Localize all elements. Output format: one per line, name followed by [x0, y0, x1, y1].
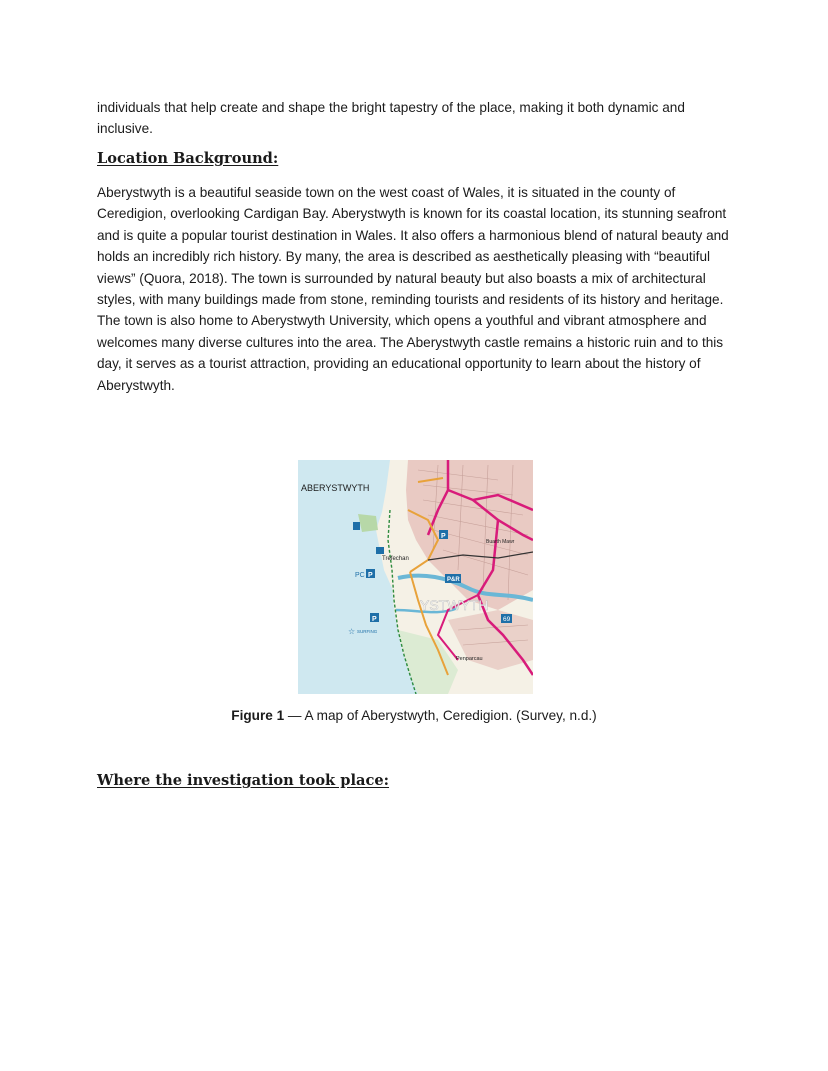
- figure-caption-text: — A map of Aberystwyth, Ceredigion. (Survey, n.d.): [284, 708, 597, 723]
- town-overlay-label: YSTWYTH: [420, 597, 489, 613]
- buarth-mawr-label: Buarth Mawr: [486, 539, 515, 545]
- surfing-label: SURFING: [357, 629, 378, 634]
- parking-label-2: P: [441, 533, 446, 540]
- figure-caption: [0, 708, 828, 723]
- investigation-location-heading: Where the investigation took place:: [97, 772, 390, 789]
- parking-label-1: P: [368, 572, 373, 579]
- location-background-heading: Location Background:: [97, 150, 279, 167]
- penparcau-label: Penparcau: [456, 656, 483, 662]
- pc-label: PC: [355, 572, 365, 579]
- town-label: ABERYSTWYTH: [301, 483, 370, 493]
- figure-caption-label: Figure 1: [231, 708, 285, 723]
- intro-paragraph: individuals that help create and shape the bright tapestry of the place, making it both dynamic and inclusive.: [97, 100, 685, 137]
- castle-icon: [353, 522, 360, 530]
- trefechan-label: Trefechan: [382, 556, 409, 562]
- information-icon: [376, 547, 384, 554]
- location-background-paragraph: Aberystwyth is a beautiful seaside town on the west coast of Wales, it is situated in the county of Ceredigion, overlooking Cardigan Bay. Aberystwyth is known for its coastal location, its stunning seafront and is quite a popular tourist destination in Wales. It also offers a harmonious blend of natural beauty and holds an incredibly rich history. By many, the area is described as aesthetically pleasing with “beautiful views” (Quora, 2018). The town is surrounded by natural beauty but also boasts a mix of architectural styles, with many buildings made from stone, reminding tourists and residents of its history and heritage. The town is also home to Aberystwyth University, which opens a youthful and vibrant atmosphere and welcomes many diverse cultures into the area. The Aberystwyth castle remains a historic ruin and to this day, it serves as a tourist attraction, providing an educational opportunity to learn about the history of Aberystwyth.: [97, 185, 729, 393]
- park-and-ride-label: P&R: [447, 577, 460, 583]
- aberystwyth-map: [298, 460, 533, 694]
- star-icon: ☆: [348, 627, 356, 636]
- map-graphic: [298, 460, 533, 694]
- road-number-label: 69: [503, 616, 511, 623]
- parking-label-3: P: [372, 616, 377, 623]
